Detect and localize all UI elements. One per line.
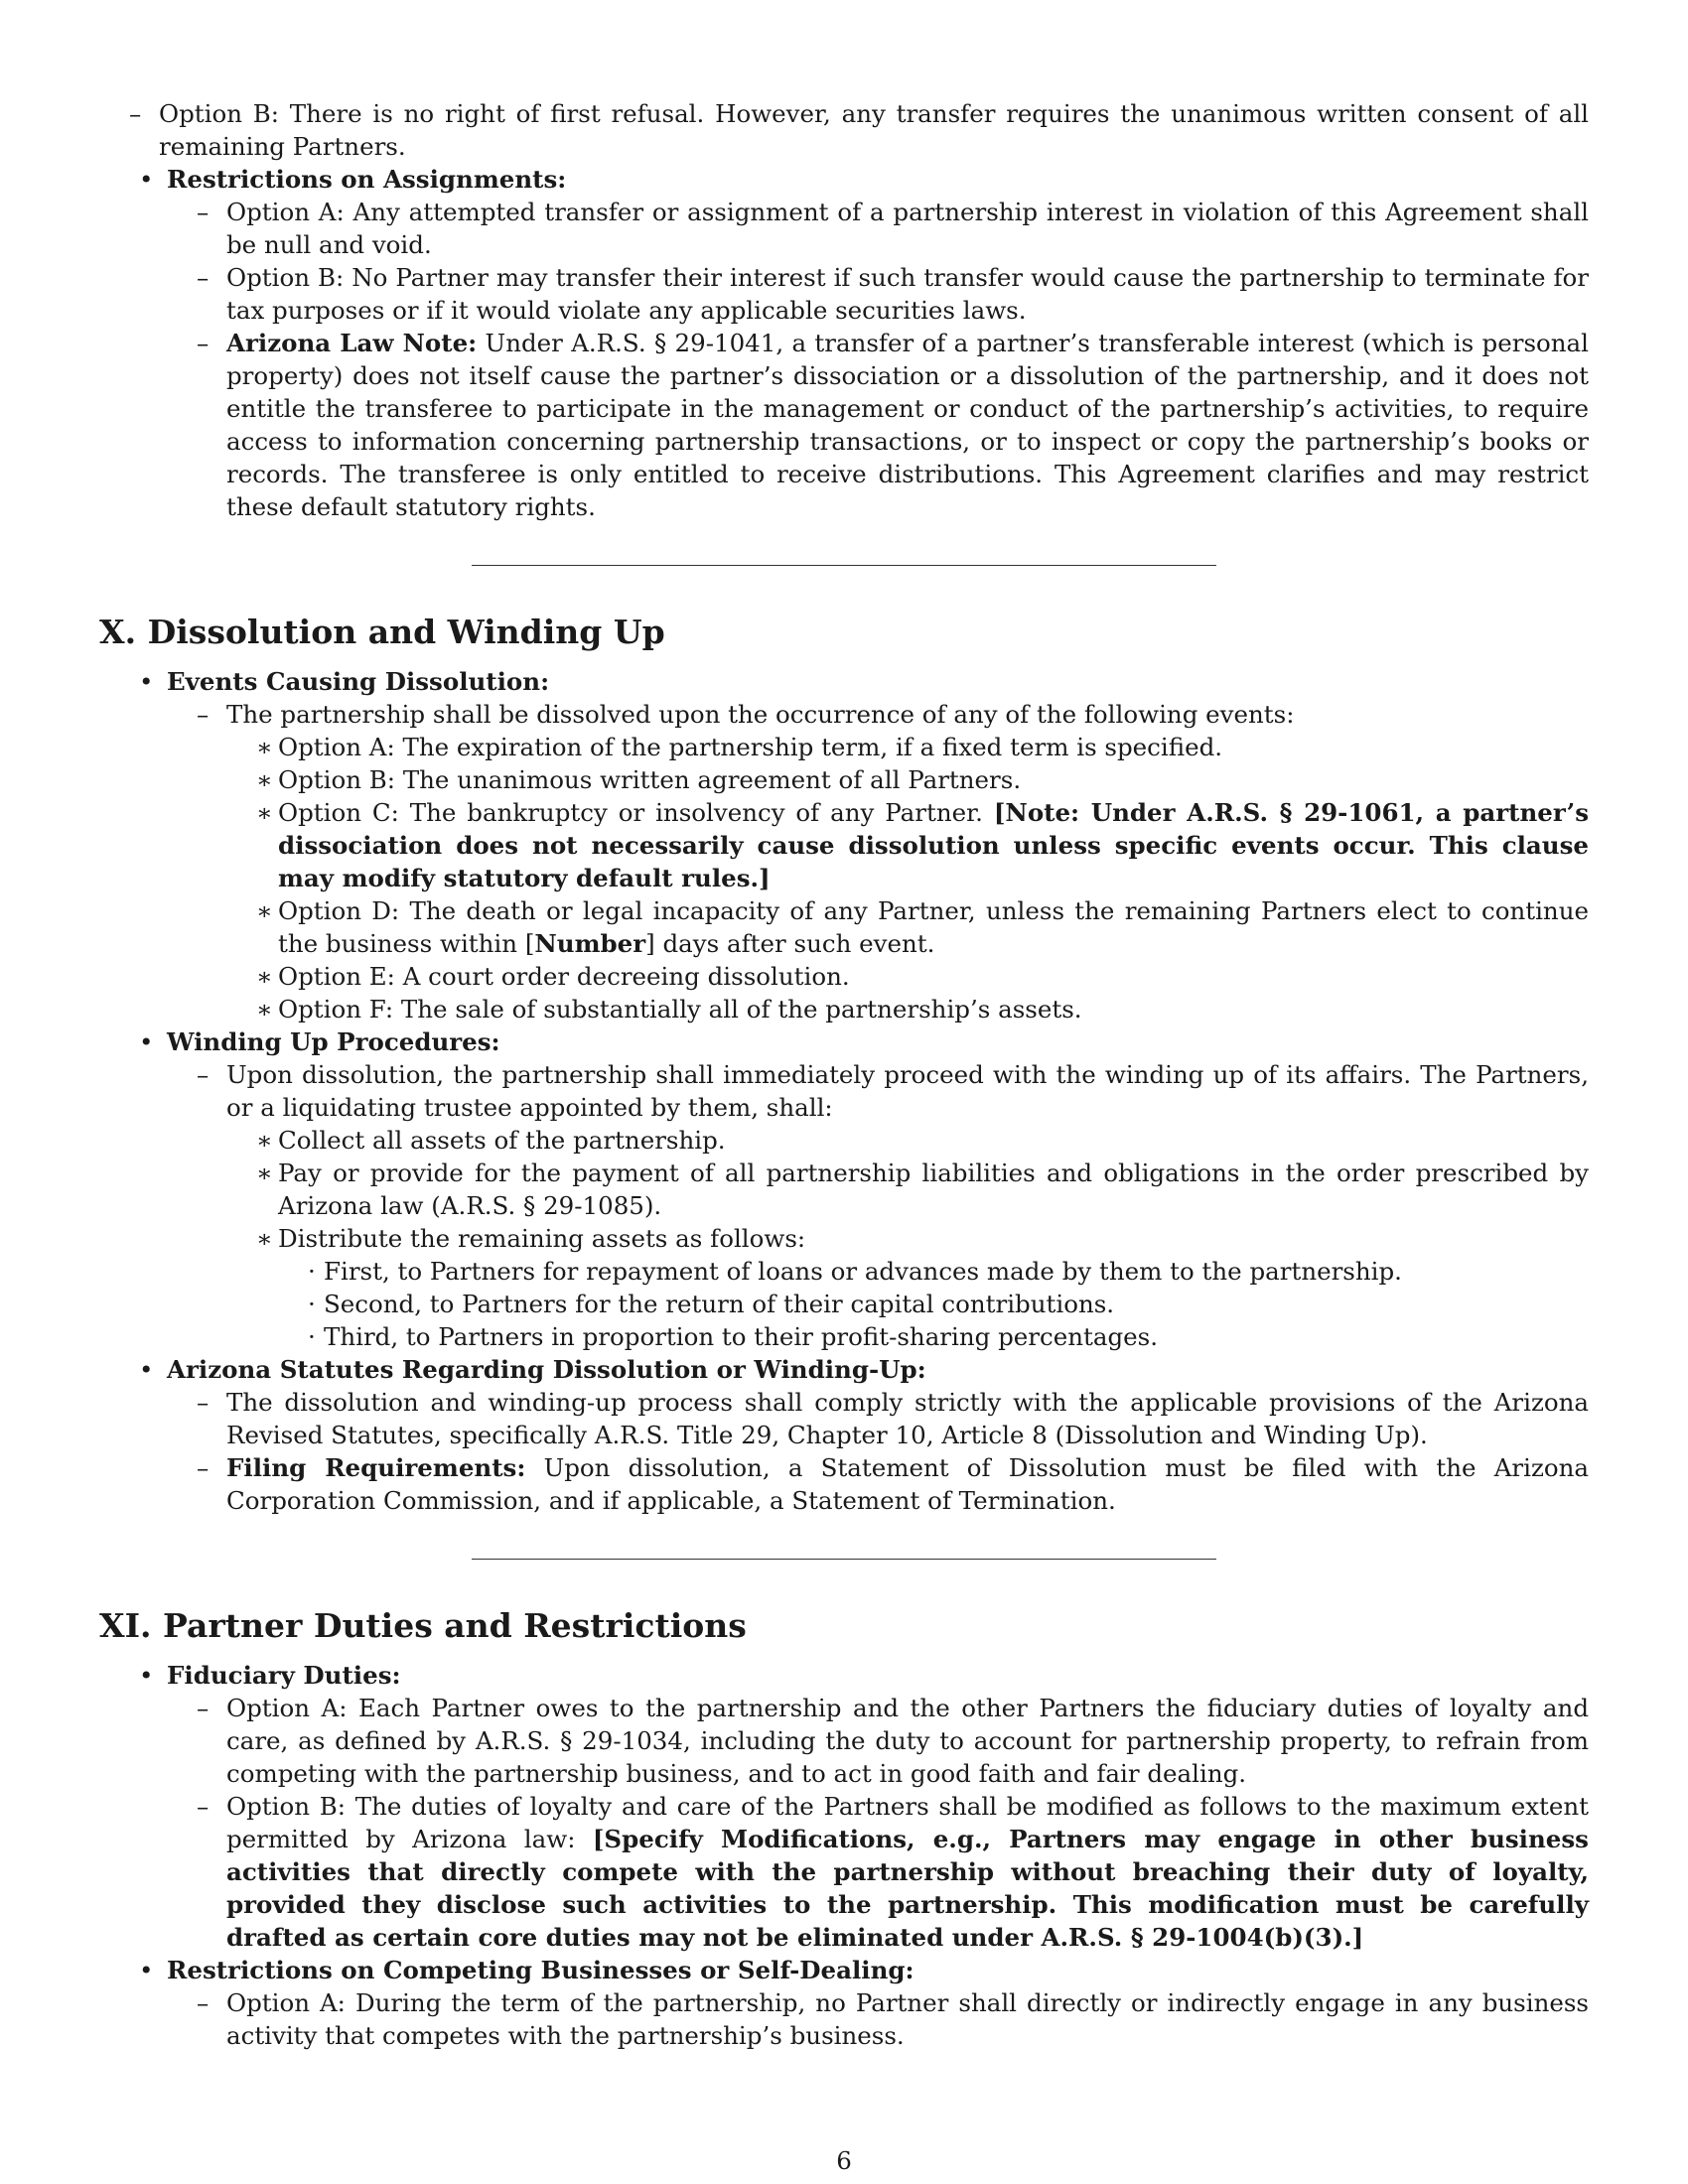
list-item: • Fiduciary Duties: – Option A: Each Partner owes to the partnership and the other Partners the fiduciary duties of loyalty and care, as defined by A.R.S. § 29-1034, including the duty to account for partnership property, to refrain from competing with the partnership business, and to act in good faith and fair dealing. – Option B: The duties of loyalty and care of the Partners shall be modified as follows to the maximum extent permitted by Arizona law: [Specify Modifications, e.g., Partners may engage in other business activities that directly compete with the partnership without breaching their duty of loyalty, provided they disclose such activities to the partnership. This modification must be carefully drafted as certain core duties may not be eliminated under A.R.S. § 29-1004(b)(3).] <box>139 1661 1589 1952</box>
section-xi-list <box>99 1659 1589 2052</box>
list-item: ∗ Collect all assets of the partnership. <box>256 1126 726 1155</box>
list-item: • Events Causing Dissolution: – The partnership shall be dissolved upon the occurrence of any of the following events: ∗ Option A: The expiration of the partnership term, if a fixed term is specified. ∗ Option B: The unanimous written agreement of all Partners. ∗ Option C: The bankruptcy or insolvency of any Partner. [Note: Under A.R.S. § 29-1061, a partner’s dissociation does not necessarily cause dissolution unless specific events occur. This clause may modify statutory default rules.] ∗ Option D: The death or legal incapacity of any Partner, unless the remaining Partners elect to continue the business within [Number] days after such event. ∗ Option E: A court order decreeing dissolution. ∗ Option F: The sale of substantially all of the partnership’s assets. <box>139 667 1589 1024</box>
page-number: 6 <box>836 2146 852 2175</box>
list-item: • Arizona Statutes Regarding Dissolution or Winding-Up: – The dissolution and winding-up process shall comply strictly with the applicable provisions of the Arizona Revised Statutes, specifically A.R.S. Title 29, Chapter 10, Article 8 (Dissolution and Winding Up). – Filing Requirements: Upon dissolution, a Statement of Dissolution must be filed with the Arizona Corporation Commission, and if applicable, a Statement of Termination. <box>139 1355 1589 1515</box>
list-item: ∗ Option F: The sale of substantially all of the partnership’s assets. <box>256 995 1082 1024</box>
list-item: – Option B: The duties of loyalty and care of the Partners shall be modified as follows to the maximum extent permitted by Arizona law: [Specify Modifications, e.g., Partners may engage in other business activities that directly compete with the partnership without breaching their duty of loyalty, provided they disclose such activities to the partnership. This modification must be carefully drafted as certain core duties may not be eliminated under A.R.S. § 29-1004(b)(3).] <box>197 1792 1589 1952</box>
list-item: ∗ Option E: A court order decreeing dissolution. <box>256 962 850 991</box>
section-x-list <box>99 665 1589 1517</box>
section-title: X. Dissolution and Winding Up <box>99 613 665 651</box>
assignment-list <box>99 163 1589 523</box>
list-item: – Filing Requirements: Upon dissolution, a Statement of Dissolution must be filed with the Arizona Corporation Commission, and if applicable, a Statement of Termination. <box>197 1453 1589 1515</box>
document-page <box>99 97 1589 2052</box>
subsection-heading: Fiduciary Duties: <box>167 1661 401 1690</box>
list-item: • Restrictions on Assignments: – Option A: Any attempted transfer or assignment of a partnership interest in violation of this Agreement shall be null and void. – Option B: No Partner may transfer their interest if such transfer would cause the partnership to terminate for tax purposes or if it would violate any applicable securities laws. – Arizona Law Note: Under A.R.S. § 29-1041, a transfer of a partner’s transferable interest (which is personal property) does not itself cause the partner’s dissociation or a dissolution of the partnership, and it does not entitle the transferee to participate in the management or conduct of the partnership’s activities, to require access to information concerning partnership transactions, or to inspect or copy the partnership’s books or records. The transferee is only entitled to receive distributions. This Agreement clarifies and may restrict these default statutory rights. <box>139 165 1589 521</box>
section-divider <box>472 1559 1216 1560</box>
list-item: – Option A: During the term of the partnership, no Partner shall directly or indirectly engage in any business activity that competes with the partnership’s business. <box>197 1988 1589 2050</box>
list-item: · First, to Partners for repayment of loans or advances made by them to the partnership. <box>308 1257 1402 1286</box>
continuation-list <box>99 97 1589 163</box>
subsection-heading: Arizona Statutes Regarding Dissolution or Winding-Up: <box>167 1355 926 1384</box>
list-item: – The dissolution and winding-up process shall comply strictly with the applicable provisions of the Arizona Revised Statutes, specifically A.R.S. Title 29, Chapter 10, Article 8 (Dissolution and Winding Up). <box>197 1388 1589 1449</box>
list-item: – Option B: No Partner may transfer their interest if such transfer would cause the partnership to terminate for tax purposes or if it would violate any applicable securities laws. <box>197 263 1589 325</box>
list-item: ∗ Pay or provide for the payment of all partnership liabilities and obligations in the order prescribed by Arizona law (A.R.S. § 29-1085). <box>256 1159 1589 1220</box>
list-item: · Second, to Partners for the return of their capital contributions. <box>308 1290 1115 1318</box>
subsection-heading: Winding Up Procedures: <box>167 1027 500 1056</box>
list-item: – Option A: Any attempted transfer or assignment of a partnership interest in violation of this Agreement shall be null and void. <box>197 198 1589 259</box>
list-item: • Winding Up Procedures: – Upon dissolution, the partnership shall immediately proceed with the winding up of its affairs. The Partners, or a liquidating trustee appointed by them, shall: ∗ Collect all assets of the partnership. ∗ Pay or provide for the payment of all partnership liabilities and obligations in the order prescribed by Arizona law (A.R.S. § 29-1085). ∗ Distribute the remaining assets as follows: · First, to Partners for repayment of loans or advances made by them to the partnership. · Second, to Partners for the return of their capital contributions. · Third, to Partners in proportion to their profit-sharing percentages. <box>139 1027 1589 1351</box>
list-item: · Third, to Partners in proportion to their profit-sharing percentages. <box>308 1322 1158 1351</box>
list-item: ∗ Option B: The unanimous written agreement of all Partners. <box>256 765 1022 794</box>
list-item: – The partnership shall be dissolved upon the occurrence of any of the following events: ∗ Option A: The expiration of the partnership term, if a fixed term is specified. ∗ Option B: The unanimous written agreement of all Partners. ∗ Option C: The bankruptcy or insolvency of any Partner. [Note: Under A.R.S. § 29-1061, a partner’s dissociation does not necessarily cause dissolution unless specific events occur. This clause may modify statutory default rules.] ∗ Option D: The death or legal incapacity of any Partner, unless the remaining Partners elect to continue the business within [Number] days after such event. ∗ Option E: A court order decreeing dissolution. ∗ Option F: The sale of substantially all of the partnership’s assets. <box>197 700 1589 1024</box>
list-item: – Option B: There is no right of first refusal. However, any transfer requires the unanimous written consent of all remaining Partners. <box>129 99 1589 161</box>
list-item: ∗ Option C: The bankruptcy or insolvency of any Partner. [Note: Under A.R.S. § 29-1061, a partner’s dissociation does not necessarily cause dissolution unless specific events occur. This clause may modify statutory default rules.] <box>256 798 1589 892</box>
subsection-heading: Restrictions on Competing Businesses or Self-Dealing: <box>167 1956 914 1984</box>
section-title: XI. Partner Duties and Restrictions <box>99 1606 747 1645</box>
list-item: – Upon dissolution, the partnership shall immediately proceed with the winding up of its affairs. The Partners, or a liquidating trustee appointed by them, shall: ∗ Collect all assets of the partnership. ∗ Pay or provide for the payment of all partnership liabilities and obligations in the order prescribed by Arizona law (A.R.S. § 29-1085). ∗ Distribute the remaining assets as follows: · First, to Partners for repayment of loans or advances made by them to the partnership. · Second, to Partners for the return of their capital contributions. · Third, to Partners in proportion to their profit-sharing percentages. <box>197 1060 1589 1351</box>
subsection-heading: Restrictions on Assignments: <box>167 165 567 194</box>
list-item: – Option A: Each Partner owes to the partnership and the other Partners the fiduciary duties of loyalty and care, as defined by A.R.S. § 29-1034, including the duty to account for partnership property, to refrain from competing with the partnership business, and to act in good faith and fair dealing. <box>197 1694 1589 1788</box>
subsection-heading: Events Causing Dissolution: <box>167 667 550 696</box>
list-item: – Arizona Law Note: Under A.R.S. § 29-1041, a transfer of a partner’s transferable interest (which is personal property) does not itself cause the partner’s dissociation or a dissolution of the partnership, and it does not entitle the transferee to participate in the management or conduct of the partnership’s activities, to require access to information concerning partnership transactions, or to inspect or copy the partnership’s books or records. The transferee is only entitled to receive distributions. This Agreement clarifies and may restrict these default statutory rights. <box>197 329 1589 521</box>
list-item: ∗ Distribute the remaining assets as follows: · First, to Partners for repayment of loans or advances made by them to the partnership. · Second, to Partners for the return of their capital contributions. · Third, to Partners in proportion to their profit-sharing percentages. <box>226 1222 1589 1353</box>
section-divider <box>472 565 1216 566</box>
list-item: ∗ Option D: The death or legal incapacity of any Partner, unless the remaining Partners elect to continue the business within [Number] days after such event. <box>256 896 1589 958</box>
list-item: • Restrictions on Competing Businesses or Self-Dealing: – Option A: During the term of the partnership, no Partner shall directly or indirectly engage in any business activity that competes with the partnership’s business. <box>139 1956 1589 2050</box>
list-item: ∗ Option A: The expiration of the partnership term, if a fixed term is specified. <box>256 733 1223 761</box>
